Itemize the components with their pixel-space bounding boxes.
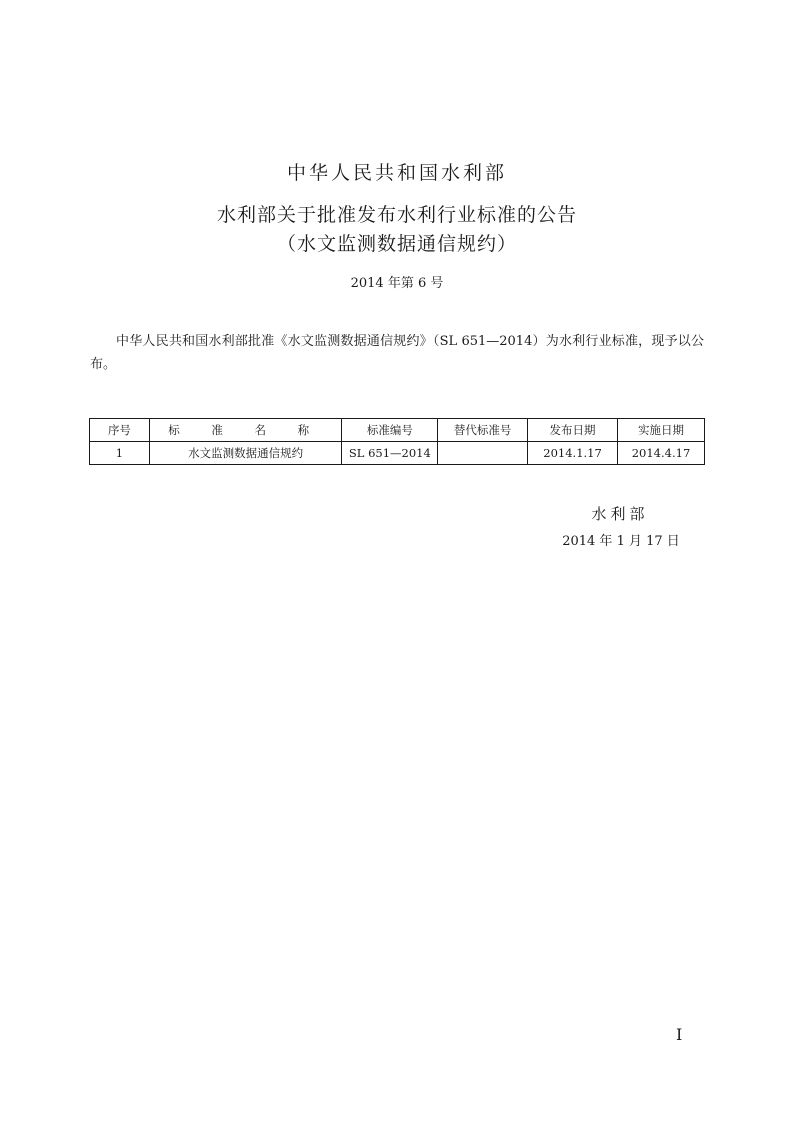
issuing-ministry: 中华人民共和国水利部 — [286, 162, 507, 184]
header-serial: 序号 — [90, 419, 150, 442]
page-number: I — [676, 1025, 683, 1044]
header-replaced-code: 替代标准号 — [438, 419, 528, 442]
announcement-subtitle: （水文监测数据通信规约） — [276, 233, 517, 255]
table-header-row — [90, 419, 705, 442]
announcement-title: 水利部关于批准发布水利行业标准的公告 — [216, 204, 577, 226]
signer: 水利部 — [591, 505, 649, 523]
announcement-body: 中华人民共和国水利部批准《水文监测数据通信规约》（SL 651—2014）为水利行业标准，现予以公布。 — [90, 334, 704, 372]
standards-table — [89, 418, 705, 465]
cell-standard-code: SL 651—2014 — [342, 442, 438, 465]
cell-serial: 1 — [90, 442, 150, 465]
table-row — [90, 442, 705, 465]
cell-replaced-code — [438, 442, 528, 465]
header-standard-code: 标准编号 — [342, 419, 438, 442]
document-number: 2014 年第 6 号 — [350, 276, 444, 291]
cell-standard-name: 水文监测数据通信规约 — [149, 442, 342, 465]
header-effective-date: 实施日期 — [618, 419, 705, 442]
header-standard-name: 标 准 名 称 — [149, 419, 342, 442]
signature-date: 2014 年 1 月 17 日 — [562, 534, 680, 549]
header-release-date: 发布日期 — [528, 419, 618, 442]
cell-release-date: 2014.1.17 — [528, 442, 618, 465]
cell-effective-date: 2014.4.17 — [618, 442, 705, 465]
